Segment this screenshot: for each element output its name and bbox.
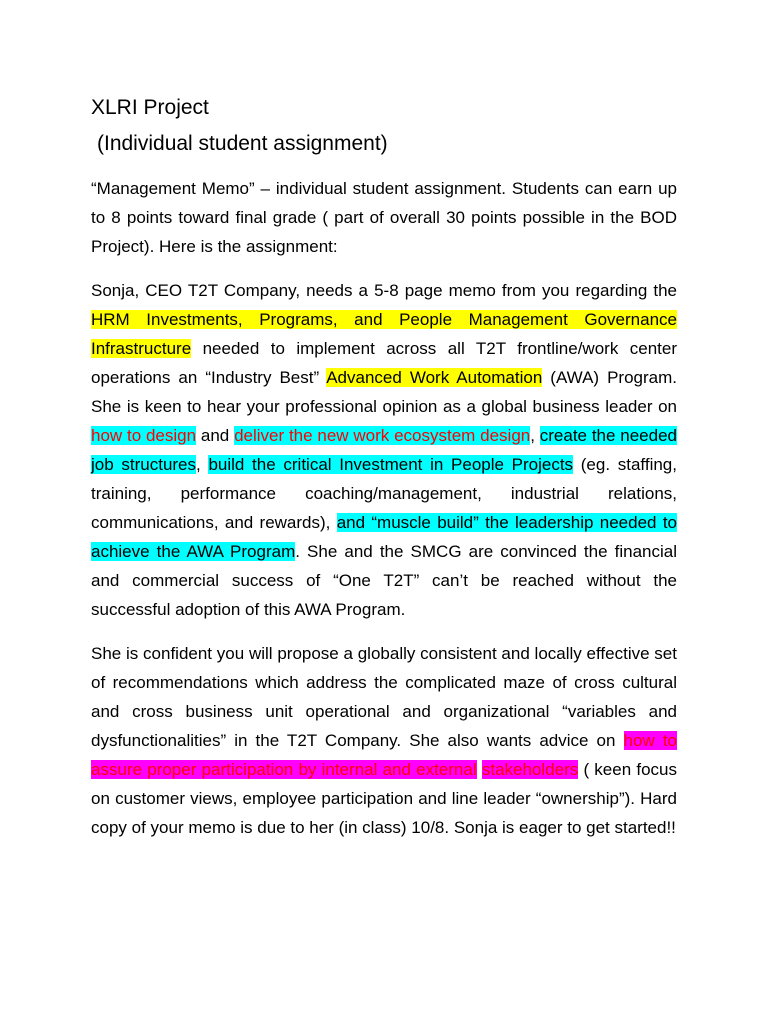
text-span: , [196,455,209,474]
text-span: needed to implement across all T2T frontline/work center operations an “Industry Best” [91,339,677,387]
highlight-stakeholders: stakeholders [481,760,579,779]
text-span: . She and the SMCG are convinced the financial and commercial success of “One T2T” can’t be reached without the successful adoption of this AWA Program. [91,542,677,619]
text-span: ( keen focus on customer views, employee participation and line leader “ownership”). Hard copy of your memo is due to her (in class) 10/8. Sonja is eager to get started!! [91,760,678,837]
text-span: (eg. staffing, training, performance coaching/management, industrial relations, communications, and rewards), [91,455,677,532]
intro-paragraph: “Management Memo” – individual student assignment. Students can earn up to 8 points toward final grade ( part of overall 30 points possible in the BOD Project). Here is the assignment: [91,179,677,256]
text-span: Sonja, CEO T2T Company, needs a 5-8 page memo from you regarding the [91,281,677,300]
highlight-job-structures: create the needed job structures [91,426,677,474]
text-span: and [196,426,235,445]
assignment-paragraph [91,276,677,624]
text-span: (AWA) Program. She is keen to hear your professional opinion as a global business leader on [91,368,677,416]
document-title: XLRI Project [91,96,209,119]
highlight-how-to-design: how to design [91,426,197,445]
document-page [91,92,677,842]
text-span: , [530,426,540,445]
document-subtitle: (Individual student assignment) [97,132,388,155]
highlight-muscle-build: and “muscle build” the leadership needed to achieve the AWA Program [91,513,677,561]
highlight-hrm-investments: HRM Investments, Programs, and People Management Governance Infrastructure [91,310,677,358]
highlight-investment-in-people: build the critical Investment in People Projects [208,455,574,474]
highlight-deliver-ecosystem: deliver the new work ecosystem design [234,426,531,445]
advice-paragraph [91,639,677,842]
highlight-advanced-work-automation: Advanced Work Automation [326,368,543,387]
text-span: She is confident you will propose a globally consistent and locally effective set of recommendations which address the complicated maze of cross cultural and cross business unit operational and organizational “variables and dysfunctionalities” in the T2T Company. She also wants advice on [91,644,677,750]
highlight-participation: how to assure proper participation by internal and external [91,731,677,779]
